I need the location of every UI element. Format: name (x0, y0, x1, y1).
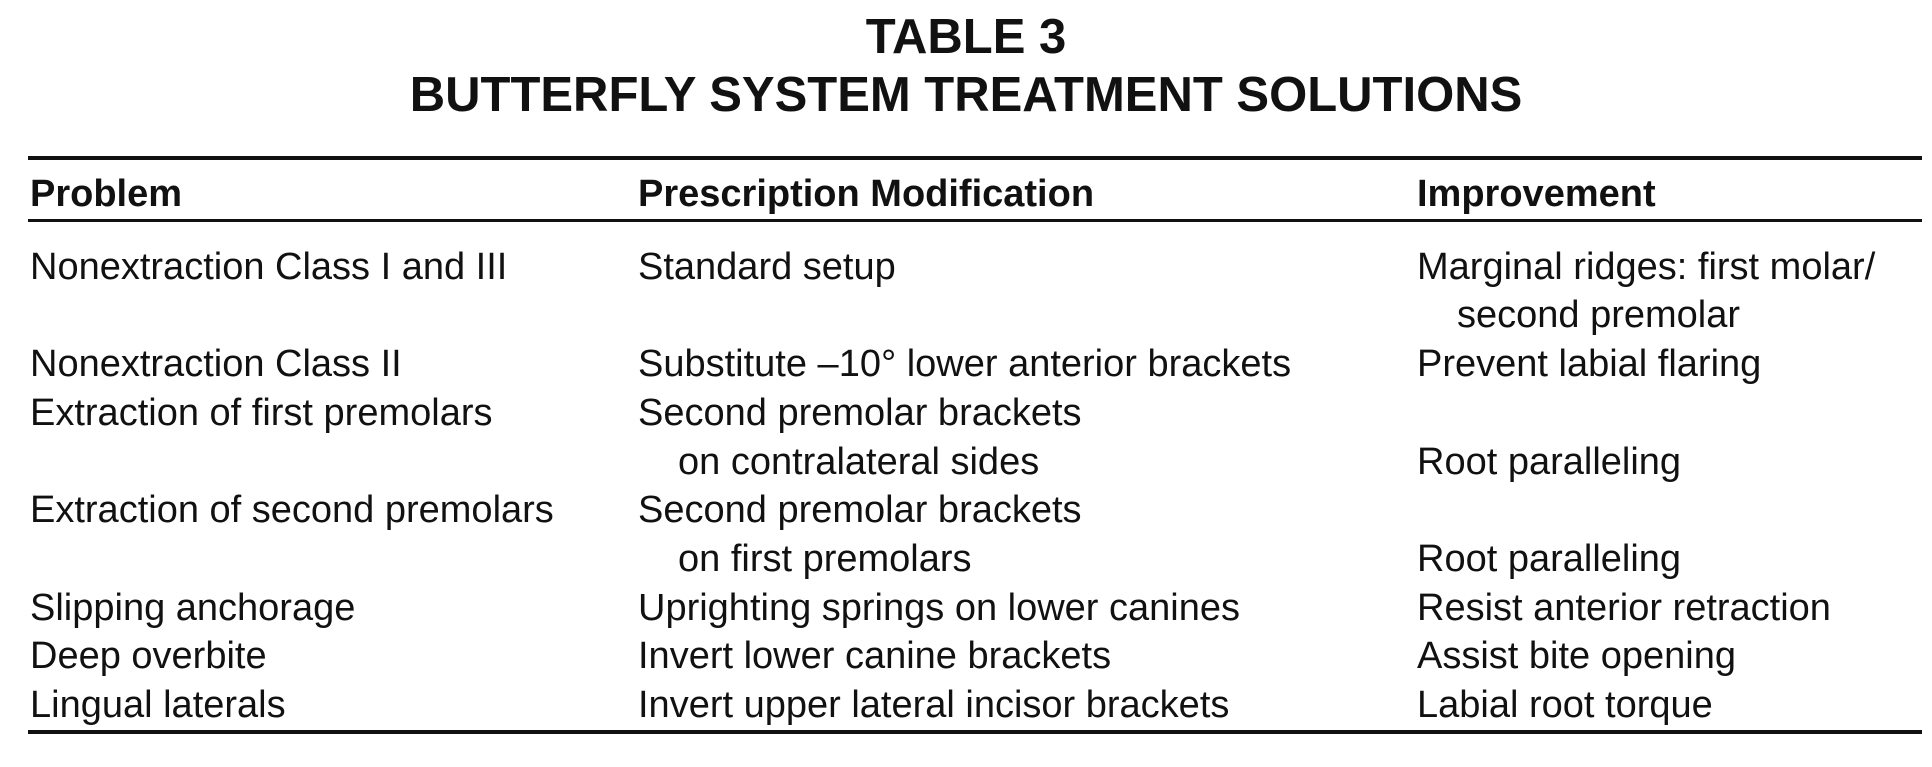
cell-problem: Deep overbite (30, 635, 267, 677)
header-problem: Problem (30, 173, 183, 215)
cell-problem: Slipping anchorage (30, 587, 356, 629)
cell-improvement: Prevent labial flaring (1417, 343, 1762, 385)
cell-improvement-cont: second premolar (1457, 294, 1741, 336)
cell-prescription: Standard setup (638, 246, 896, 288)
top-rule (28, 156, 1922, 160)
cell-problem: Lingual laterals (30, 684, 286, 726)
cell-prescription: Invert upper lateral incisor brackets (638, 684, 1230, 726)
cell-improvement: Labial root torque (1417, 684, 1713, 726)
table-title: TABLE 3 (865, 10, 1067, 64)
cell-prescription: Uprighting springs on lower canines (638, 587, 1240, 629)
cell-problem: Nonextraction Class II (30, 343, 402, 385)
cell-improvement: Marginal ridges: first molar/ (1417, 246, 1876, 288)
cell-improvement: Root paralleling (1417, 441, 1682, 483)
table-subtitle: BUTTERFLY SYSTEM TREATMENT SOLUTIONS (409, 68, 1523, 122)
cell-prescription: Invert lower canine brackets (638, 635, 1112, 677)
cell-problem: Extraction of second premolars (30, 489, 554, 531)
cell-improvement: Resist anterior retraction (1417, 587, 1831, 629)
header-prescription: Prescription Modification (638, 173, 1095, 215)
cell-prescription: Substitute –10° lower anterior brackets (638, 343, 1292, 385)
header-rule (28, 219, 1922, 222)
cell-problem: Extraction of first premolars (30, 392, 493, 434)
cell-prescription: Second premolar brackets (638, 489, 1082, 531)
cell-prescription: Second premolar brackets (638, 392, 1082, 434)
cell-improvement: Root paralleling (1417, 538, 1682, 580)
table-title-block (0, 8, 1932, 124)
bottom-rule (28, 730, 1922, 734)
header-improvement: Improvement (1417, 173, 1656, 215)
cell-problem: Nonextraction Class I and III (30, 246, 508, 288)
cell-prescription-cont: on first premolars (678, 538, 972, 580)
cell-prescription-cont: on contralateral sides (678, 441, 1040, 483)
cell-improvement: Assist bite opening (1417, 635, 1736, 677)
